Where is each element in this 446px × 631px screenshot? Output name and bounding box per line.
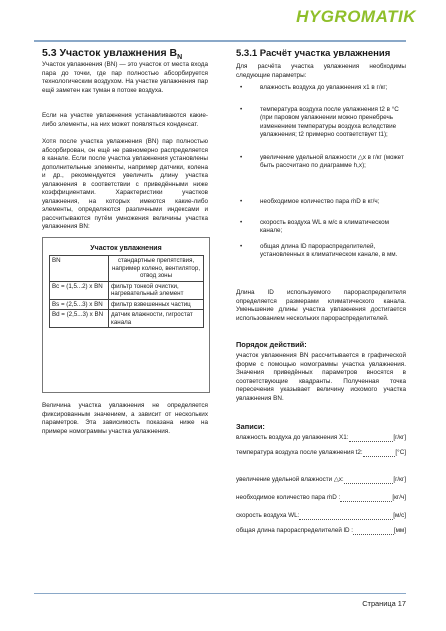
section-title-5-3-1: 5.3.1 Расчёт участка увлажнения: [236, 48, 391, 59]
table-cell-key: Bs = (2,5...3) x BN: [50, 299, 109, 310]
table-cell-value: стандартные препятствия, например колено, вентилятор, отвод зоны: [109, 256, 204, 282]
table-cell-key: BN: [50, 256, 109, 282]
table-row: [50, 310, 204, 328]
hygromatik-logo: HYGROMATIK: [296, 7, 416, 26]
paragraph-procedure: участок увлажнения BN рассчитывается в графической форме с помощью номограммы участка увлажнения. Значения приведённых параметров вносятся в соответствующие квадранты. Полученная точка пересечения указывает величину искомого участка увлажнения BN.: [236, 352, 406, 402]
paragraph-definition: Участок увлажнения (BN) — это участок от места входа пара до точки, где пар полностью абсорбируется технологическим воздухом. На участке увлажнения пар ещё заметен как туман в потоке воздуха.: [42, 61, 208, 94]
note-row: влажность воздуха до увлажнения X1: [г/кг]: [236, 434, 406, 441]
table-row: [50, 281, 204, 299]
header-rule: [34, 40, 406, 42]
paragraph-coefficients: Хотя после участка увлажнения (BN) пар полностью абсорбирован, он ещё не равномерно распределяется в канале. Если после участка увлажнения установлены дополнительные элементы, например датчики, колена и др., рекомендуется увеличить длину участка увлажнения в соответствии с приведёнными ниже коэффициентами. Характеристики участков увлажнения, на которых имеются какие-либо элементы, определяются различными индексами и рассчитываются путём умножения величины участка увлажнения BN:: [42, 138, 208, 230]
paragraph-nomogram: Величина участка увлажнения не определяется фиксированным значением, а зависит от нескольких параметров. Эта зависимость показана ниже на примере номограммы участка увлажнения.: [42, 402, 208, 435]
table-cell-value: фильтр тонкой очистки, нагревательный элемент: [109, 281, 204, 299]
table-row: [50, 256, 204, 282]
bullet-icon: •: [240, 154, 243, 161]
note-row: температура воздуха после увлажнения t2: [°C]: [236, 449, 406, 456]
note-row: скорость воздуха WL: [м/с]: [236, 512, 406, 519]
footer-rule: [34, 593, 406, 594]
page-number: Страница 17: [362, 599, 406, 608]
table-cell-key: Bc = (1,5...2) x BN: [50, 281, 109, 299]
humidification-table: [49, 255, 204, 328]
procedure-title: Порядок действий:: [236, 340, 307, 349]
table-cell-key: Bd = (2,5...3) x BN: [50, 310, 109, 328]
humidification-table-box: [42, 237, 210, 393]
bullet-icon: •: [240, 219, 243, 226]
bullet-icon: •: [240, 243, 243, 250]
table-cell-value: фильтр взвешенных частиц: [109, 299, 204, 310]
note-row: необходимое количество пара ṁD : [кг/ч]: [236, 494, 406, 501]
bullet-icon: •: [240, 198, 243, 205]
paragraph-parameters-intro: Для расчёта участка увлажнения необходимы следующие параметры:: [236, 63, 406, 79]
bullet-icon: •: [240, 84, 243, 91]
notes-title: Записи:: [236, 422, 265, 431]
table-caption: Участок увлажнения: [90, 245, 162, 252]
paragraph-distributor-length: Длина lD используемого парораспределителя определяется размерами климатического канала. Уменьшение длины участка увлажнения достигается использованием нескольких парораспределителей.: [236, 289, 406, 322]
table-cell-value: датчик влажности, гигростат канала: [109, 310, 204, 328]
bullet-icon: •: [240, 106, 243, 113]
note-row: общая длина парораспределителей lD : [мм]: [236, 527, 406, 534]
paragraph-condensate: Если на участке увлажнения устанавливаются какие-либо элементы, на них может появляться конденсат.: [42, 112, 208, 128]
table-row: [50, 299, 204, 310]
note-row: увеличение удельной влажности △x: [г/кг]: [236, 476, 406, 483]
section-title-5-3: 5.3 Участок увлажнения $B_N$: [42, 47, 183, 62]
